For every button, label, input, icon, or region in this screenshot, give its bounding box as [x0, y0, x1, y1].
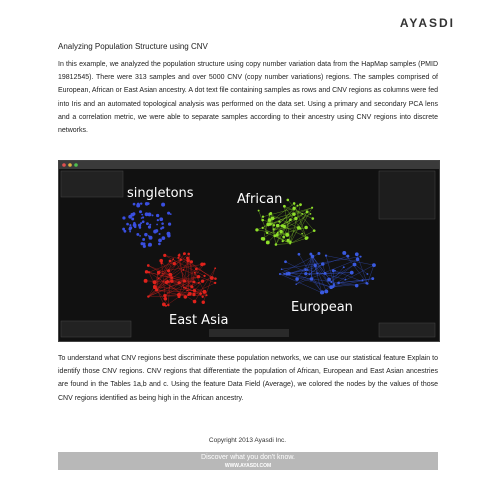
network-node-east-asia: [190, 260, 193, 263]
network-node-european: [279, 273, 281, 275]
network-node-singletons: [156, 224, 158, 226]
network-node-european: [346, 255, 349, 258]
network-node-european: [307, 269, 309, 271]
network-node-east-asia: [193, 281, 196, 284]
network-node-european: [316, 272, 318, 274]
network-node-european: [281, 268, 283, 270]
network-node-singletons: [148, 225, 151, 228]
network-node-african: [281, 224, 284, 227]
network-node-african: [273, 224, 276, 227]
network-node-singletons: [141, 217, 143, 219]
network-node-east-asia: [193, 289, 196, 292]
window-zoom-icon: [74, 163, 78, 167]
network-node-singletons: [133, 203, 136, 206]
network-node-singletons: [149, 224, 151, 226]
network-node-east-asia: [147, 264, 150, 267]
network-node-african: [282, 240, 284, 242]
network-node-east-asia: [183, 287, 185, 289]
network-node-east-asia: [145, 270, 148, 273]
network-node-singletons: [142, 238, 145, 241]
network-node-east-asia: [202, 296, 204, 298]
network-node-african: [313, 229, 316, 232]
network-node-european: [324, 289, 328, 293]
network-node-east-asia: [197, 275, 200, 278]
label-singletons: singletons: [127, 186, 194, 201]
network-node-african: [311, 207, 313, 209]
network-node-singletons: [145, 202, 149, 206]
network-node-east-asia: [187, 253, 190, 256]
network-node-african: [285, 233, 289, 237]
network-node-singletons: [130, 213, 133, 216]
network-edge: [331, 283, 366, 287]
footer-url[interactable]: WWW.AYASDI.COM: [224, 463, 272, 469]
network-node-european: [304, 268, 307, 271]
network-node-singletons: [160, 227, 162, 229]
network-node-east-asia: [182, 269, 184, 271]
network-node-east-asia: [186, 259, 189, 262]
network-node-singletons: [139, 235, 141, 237]
network-node-african: [286, 199, 289, 202]
network-node-european: [295, 277, 299, 281]
window-minimize-icon: [68, 163, 72, 167]
network-node-singletons: [151, 214, 153, 216]
network-node-east-asia: [153, 285, 157, 289]
app-title-bar: [59, 161, 439, 169]
network-node-african: [275, 243, 278, 246]
network-node-african: [261, 219, 264, 222]
network-node-east-asia: [162, 303, 166, 307]
network-node-east-asia: [158, 277, 160, 279]
network-node-singletons: [133, 223, 137, 227]
network-node-east-asia: [159, 259, 163, 263]
network-node-singletons: [148, 235, 150, 237]
left-panel: [61, 171, 123, 197]
network-node-east-asia: [186, 257, 189, 260]
network-edge: [276, 244, 290, 245]
network-node-east-asia: [194, 272, 196, 274]
network-node-east-asia: [190, 285, 193, 288]
network-node-singletons: [147, 212, 151, 216]
right-panel: [379, 171, 435, 219]
network-node-east-asia: [210, 276, 214, 280]
network-node-european: [366, 273, 368, 275]
network-node-east-asia: [170, 276, 173, 279]
network-node-east-asia: [203, 290, 207, 294]
network-node-european: [295, 283, 297, 285]
network-node-east-asia: [147, 295, 149, 297]
network-node-east-asia: [163, 254, 166, 257]
network-node-african: [286, 239, 289, 242]
network-node-east-asia: [179, 258, 182, 261]
network-node-european: [355, 252, 359, 256]
network-node-african: [266, 241, 270, 245]
network-node-singletons: [129, 231, 131, 233]
network-node-singletons: [148, 243, 152, 247]
network-node-east-asia: [185, 288, 187, 290]
network-node-european: [283, 273, 285, 275]
network-node-african: [273, 228, 275, 230]
network-node-african: [292, 207, 295, 210]
network-edge: [313, 256, 334, 285]
network-node-singletons: [161, 222, 164, 225]
label-european: European: [291, 300, 353, 315]
network-node-east-asia: [167, 269, 170, 272]
network-node-east-asia: [179, 253, 181, 255]
network-node-african: [297, 227, 299, 229]
network-node-european: [324, 272, 327, 275]
network-node-east-asia: [172, 262, 175, 265]
network-node-african: [306, 210, 309, 213]
network-node-east-asia: [160, 262, 162, 264]
network-node-east-asia: [188, 292, 192, 296]
network-node-african: [262, 216, 264, 218]
network-node-east-asia: [153, 280, 157, 284]
network-node-european: [327, 278, 331, 282]
network-node-african: [269, 212, 272, 215]
network-node-european: [334, 270, 336, 272]
document-title: Analyzing Population Structure using CNV: [58, 42, 208, 51]
network-node-european: [284, 260, 287, 263]
network-node-east-asia: [183, 280, 185, 282]
footer-banner: [58, 452, 438, 470]
network-node-east-asia: [186, 289, 188, 291]
network-node-european: [309, 253, 312, 256]
network-node-east-asia: [167, 281, 169, 283]
network-node-european: [360, 256, 362, 258]
network-node-singletons: [157, 219, 159, 221]
network-node-european: [345, 279, 347, 281]
network-node-east-asia: [177, 293, 181, 297]
network-node-singletons: [168, 223, 171, 226]
network-node-east-asia: [183, 252, 186, 255]
network-node-african: [268, 218, 272, 222]
network-node-african: [301, 233, 303, 235]
network-node-african: [306, 237, 308, 239]
network-node-african: [282, 236, 285, 239]
paragraph-intro: In this example, we analyzed the population structure using copy number variation data from the HapMap samples (PMID 19812545). There were 313 samples and over 5000 CNV (copy number variations) regions. The samples comprised of European, African or East Asian ancestry. A dot text file containing samples as rows and CNV regions as columns were fed into Iris and an automated topological analysis was performed on the data set. Using a primary and secondary PCA lens and a correlation metric, we were able to separate samples according to their ancestry using CNV regions into discrete networks.: [58, 61, 438, 135]
network-node-european: [332, 285, 335, 288]
network-node-african: [283, 205, 286, 208]
network-node-singletons: [141, 214, 143, 216]
window-close-icon: [62, 163, 66, 167]
network-node-singletons: [129, 224, 131, 226]
network-edge: [278, 214, 311, 233]
network-edge: [165, 255, 188, 260]
network-node-east-asia: [192, 293, 195, 296]
network-node-singletons: [136, 233, 139, 236]
network-node-singletons: [161, 203, 165, 207]
network-node-european: [321, 262, 325, 266]
network-node-east-asia: [202, 301, 205, 304]
network-node-singletons: [153, 230, 157, 234]
network-node-african: [277, 232, 279, 234]
bottom-right-panel: [379, 323, 435, 337]
network-node-african: [279, 230, 282, 233]
network-node-singletons: [167, 212, 170, 215]
network-edge: [149, 260, 181, 273]
network-node-singletons: [129, 226, 132, 229]
network-node-african: [258, 210, 260, 212]
network-node-african: [301, 213, 303, 215]
network-node-singletons: [146, 222, 149, 225]
network-node-african: [292, 212, 296, 216]
network-node-singletons: [156, 214, 159, 217]
network-node-european: [298, 253, 301, 256]
network-node-european: [342, 251, 346, 255]
network-node-singletons: [170, 213, 172, 215]
network-node-singletons: [162, 236, 166, 240]
network-node-european: [353, 263, 357, 267]
label-african: African: [237, 192, 283, 207]
network-node-east-asia: [163, 294, 166, 297]
toolbar: [209, 329, 289, 337]
network-node-east-asia: [214, 282, 216, 284]
network-edge: [297, 256, 312, 279]
network-node-east-asia: [177, 257, 179, 259]
network-node-african: [293, 202, 296, 205]
network-node-east-asia: [193, 300, 197, 304]
network-node-european: [355, 284, 359, 288]
network-node-european: [320, 291, 323, 294]
network-node-european: [371, 277, 374, 280]
network-node-african: [275, 233, 278, 236]
network-node-singletons: [142, 220, 145, 223]
network-node-singletons: [158, 243, 161, 246]
network-node-east-asia: [203, 275, 205, 277]
network-node-east-asia: [214, 277, 217, 280]
network-node-east-asia: [144, 279, 148, 283]
network-node-singletons: [143, 245, 146, 248]
network-node-african: [255, 228, 258, 231]
label-east-asia: East Asia: [169, 313, 229, 328]
network-node-african: [294, 217, 297, 220]
network-node-european: [343, 266, 345, 268]
footer-tagline: Discover what you don't know.: [201, 454, 295, 461]
network-node-european: [362, 279, 364, 281]
network-node-east-asia: [198, 282, 200, 284]
network-node-african: [299, 203, 302, 206]
brand-logo: AYASDI: [399, 16, 455, 30]
network-node-african: [266, 232, 268, 234]
copyright-text: Copyright 2013 Ayasdi Inc.: [208, 437, 287, 444]
network-node-african: [278, 220, 280, 222]
network-node-east-asia: [214, 267, 216, 269]
network-node-european: [304, 272, 307, 275]
paragraph-explain: To understand what CNV regions best discriminate these population networks, we can use our statistical feature Explain to identify those CNV regions. CNV regions that differentiate the population of African, European and East Asian ancestries are found in the Tables 1a,b and c. Using the feature Data Field (Average), we colored the nodes by the values of those CNV regions identified as being high in the African ancestry.: [58, 355, 438, 402]
network-screenshot-figure: [58, 160, 440, 342]
network-node-singletons: [159, 233, 161, 235]
network-node-east-asia: [168, 273, 172, 277]
network-node-european: [372, 263, 376, 267]
network-node-european: [330, 281, 332, 283]
network-node-singletons: [139, 226, 142, 229]
network-node-european: [337, 282, 340, 285]
network-node-singletons: [137, 203, 140, 206]
network-visualization: [59, 161, 439, 341]
network-node-african: [289, 218, 292, 221]
network-node-singletons: [144, 233, 147, 236]
network-node-east-asia: [206, 294, 208, 296]
network-node-african: [299, 228, 301, 230]
network-node-east-asia: [199, 292, 202, 295]
network-node-european: [287, 272, 291, 276]
network-node-singletons: [126, 223, 129, 226]
network-node-singletons: [131, 218, 134, 221]
bottom-left-panel: [61, 321, 131, 337]
network-node-european: [308, 273, 310, 275]
network-node-african: [276, 224, 279, 227]
network-node-african: [296, 205, 298, 207]
network-node-singletons: [167, 234, 170, 237]
network-node-east-asia: [195, 268, 198, 271]
network-node-east-asia: [170, 279, 173, 282]
network-node-european: [314, 264, 317, 267]
network-node-african: [304, 226, 308, 230]
network-node-european: [350, 271, 354, 275]
network-node-east-asia: [169, 260, 172, 263]
network-node-singletons: [122, 228, 125, 231]
network-node-european: [332, 269, 335, 272]
network-node-east-asia: [157, 271, 161, 275]
network-edge: [280, 274, 322, 293]
network-node-singletons: [158, 238, 162, 242]
network-node-african: [262, 237, 265, 240]
network-node-european: [356, 258, 360, 262]
network-node-east-asia: [184, 295, 188, 299]
network-node-singletons: [159, 217, 163, 221]
network-node-european: [325, 255, 327, 257]
network-node-african: [266, 223, 270, 227]
network-node-east-asia: [203, 263, 206, 266]
network-node-east-asia: [167, 304, 169, 306]
network-node-african: [262, 227, 264, 229]
network-node-east-asia: [178, 281, 181, 284]
network-node-african: [310, 213, 312, 215]
network-node-european: [366, 283, 368, 285]
network-node-singletons: [140, 222, 142, 224]
network-node-east-asia: [201, 279, 204, 282]
network-node-european: [310, 277, 314, 281]
network-node-east-asia: [164, 297, 168, 301]
network-node-singletons: [122, 216, 125, 219]
network-node-east-asia: [172, 258, 174, 260]
network-node-african: [311, 217, 314, 220]
network-node-singletons: [139, 210, 142, 213]
network-node-european: [317, 252, 320, 255]
network-node-singletons: [140, 202, 142, 204]
network-node-african: [271, 216, 275, 220]
